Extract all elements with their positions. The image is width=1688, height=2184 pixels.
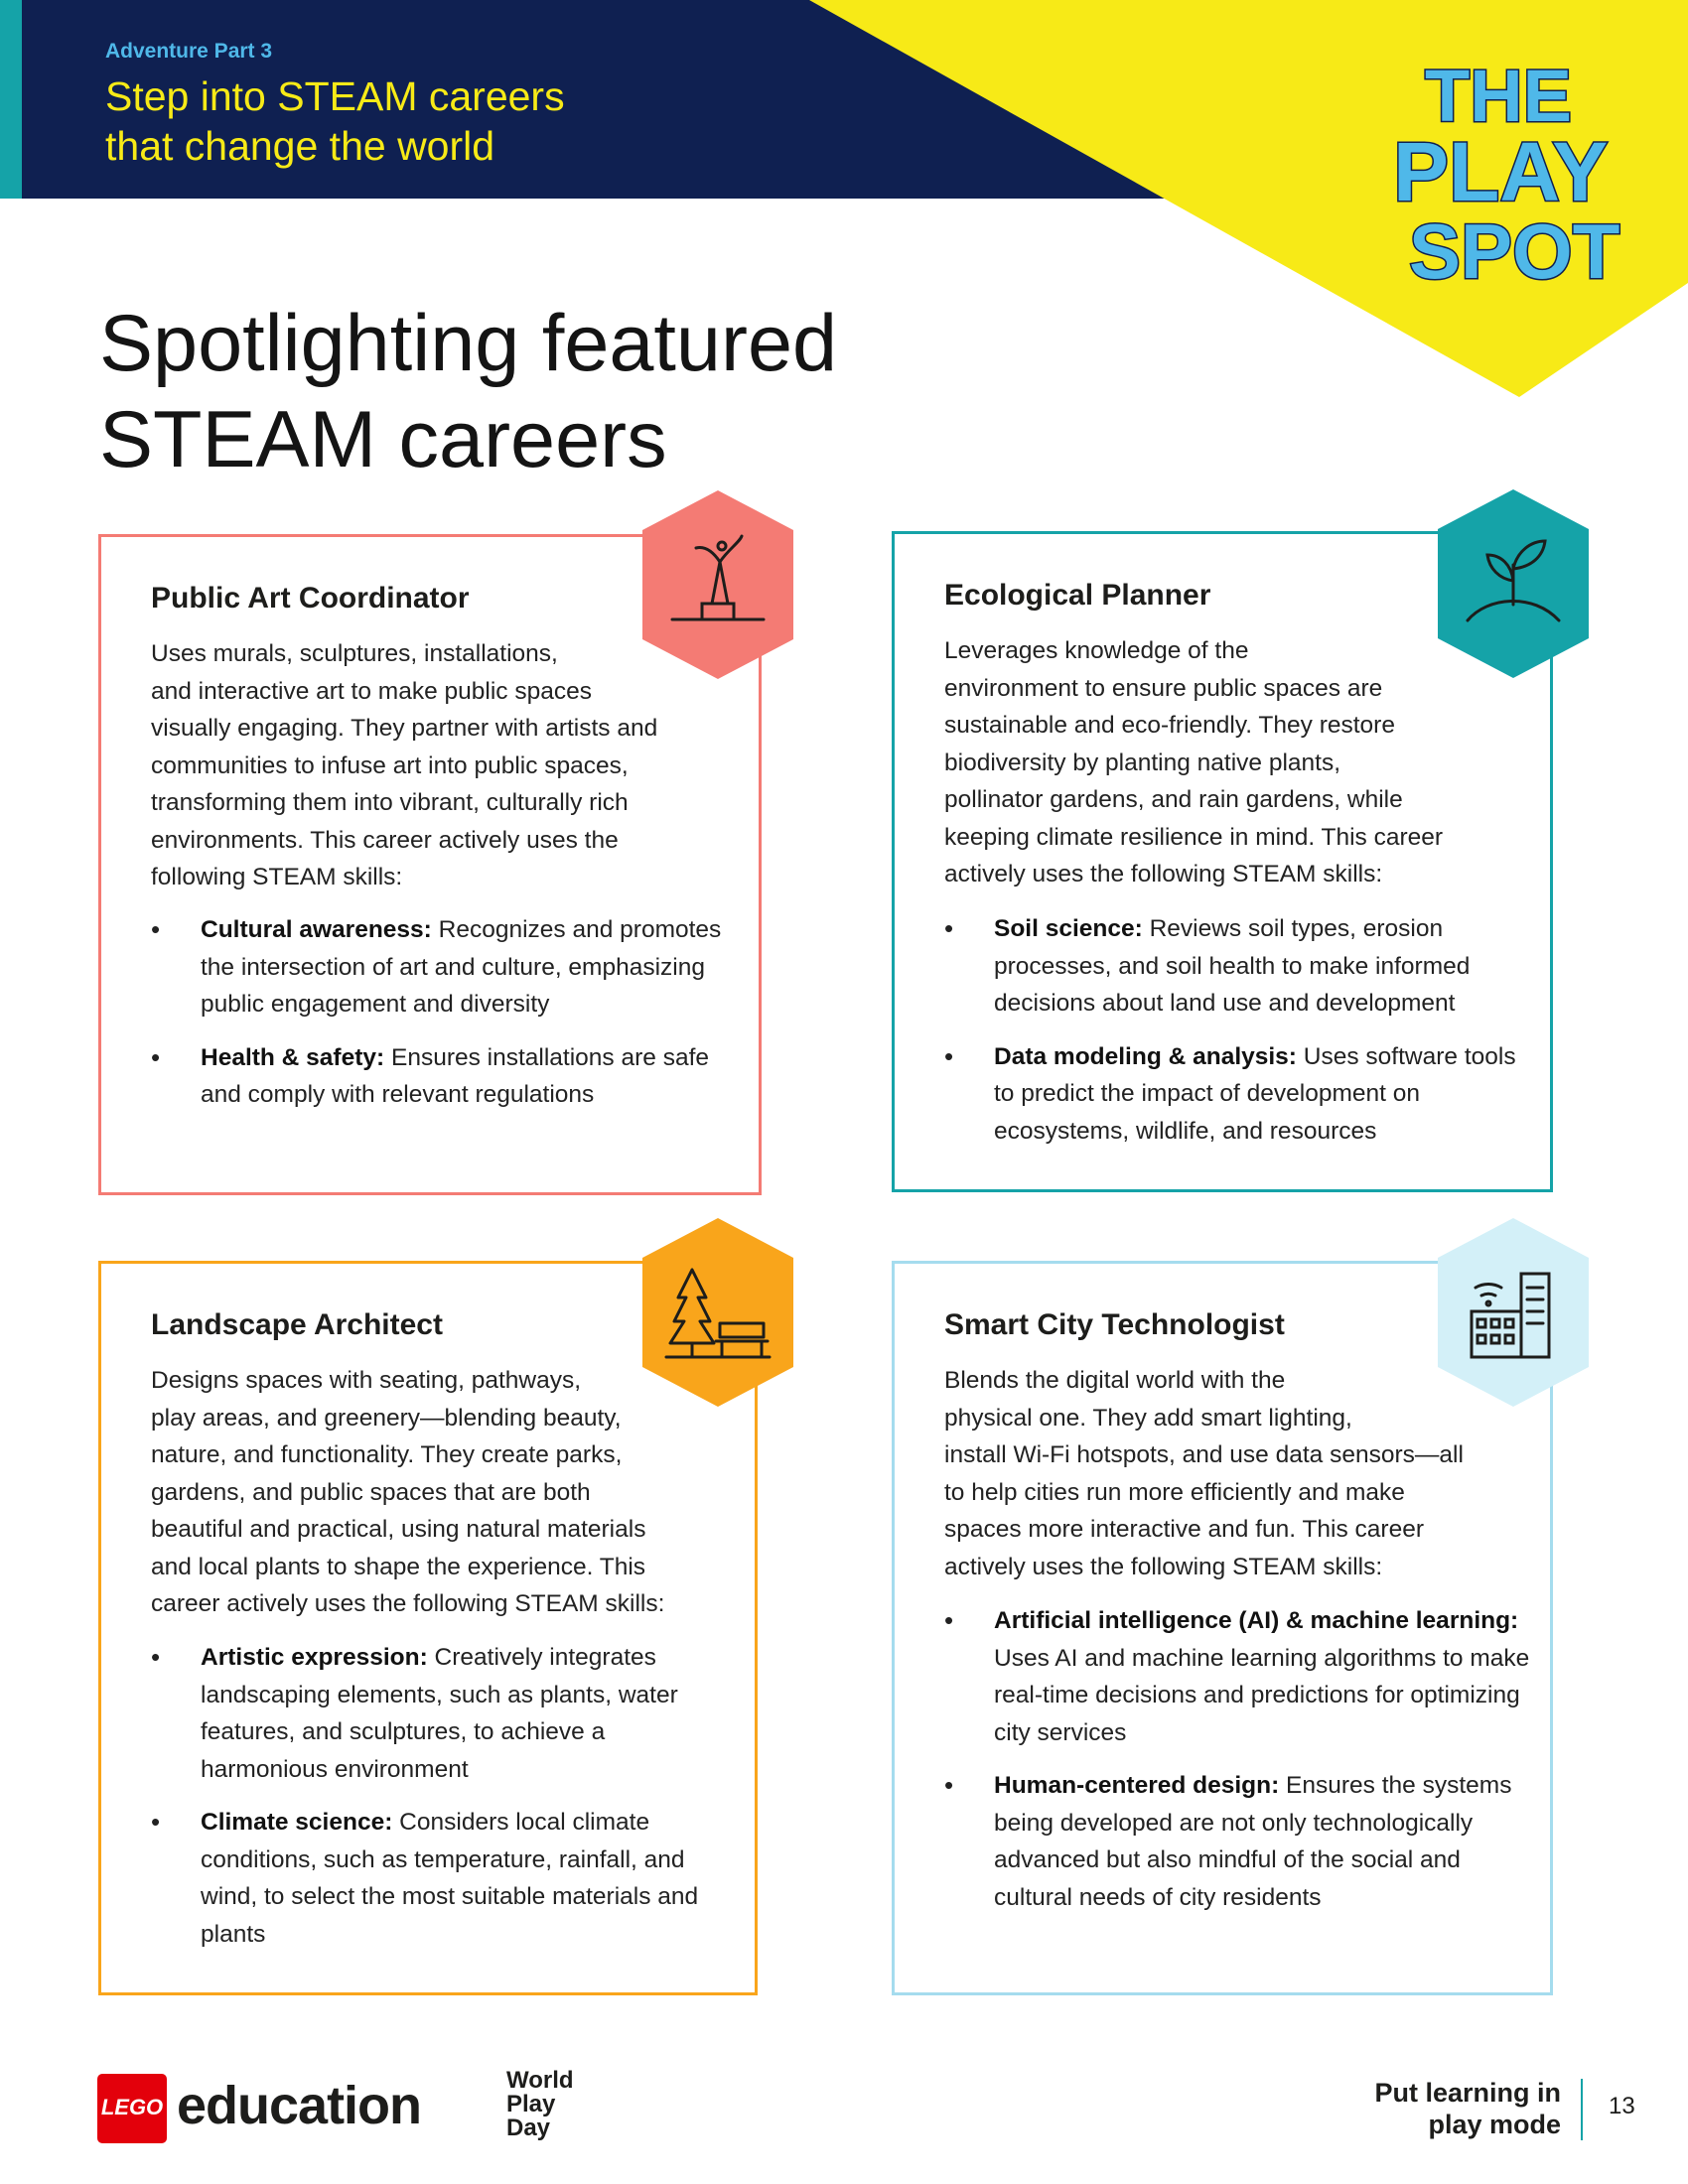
logo-the: THE [1425,55,1572,137]
skill-item: • Climate science: Considers local climate conditions, such as temperature, rainfall, and wind, to select the most suitable materials and plants [151,1804,727,1953]
sprout-icon [1438,489,1589,678]
skill-item: • Soil science: Reviews soil types, erosion processes, and soil health to make informed decisions about land use and development [944,910,1520,1023]
card-title: Smart City Technologist [944,1308,1285,1341]
footer-divider [1581,2079,1583,2140]
sculpture-icon [642,490,793,679]
skill-item: • Health & safety: Ensures installations are safe and comply with relevant regulations [151,1039,727,1114]
tree-bench-icon [642,1218,793,1407]
skill-item: • Human-centered design: Ensures the systems being developed are not only technologically advanced but also mindful of the social and cultural needs of city residents [944,1767,1530,1916]
header-title: Step into STEAM careers that change the world [105,73,565,169]
education-logo: education [177,2076,422,2135]
skill-item: • Artistic expression: Creatively integrates landscaping elements, such as plants, water features, and sculptures, to achieve a harmonious environment [151,1639,727,1788]
the-play-spot-logo [1385,50,1623,298]
skill-item: • Cultural awareness: Recognizes and promotes the intersection of art and culture, emphasizing public engagement and diversity [151,911,727,1024]
card-description: Blends the digital world with the physical one. They add smart lighting, install Wi-Fi hotspots, and use data sensors—all to help cities run more efficiently and make spaces more interactive and fun. This career actively uses the following STEAM skills: [944,1367,1464,1580]
logo-spot: SPOT [1409,207,1620,295]
page-number: 13 [1609,2093,1635,2119]
skills-list [944,1602,1530,1932]
adventure-kicker: Adventure Part 3 [105,40,273,63]
card-title: Public Art Coordinator [151,582,470,614]
skill-item: • Artificial intelligence (AI) & machine learning: Uses AI and machine learning algorithms to make real-time decisions and predictions for optimizing city services [944,1602,1530,1751]
card-description: Designs spaces with seating, pathways, play areas, and greenery—blending beauty, nature, and functionality. They create parks, gardens, and public spaces that are both beautiful and practical, using natural materials and local plants to shape the experience. This career actively uses the following STEAM skills: [151,1367,665,1617]
card-title: Landscape Architect [151,1308,443,1341]
card-description: Uses murals, sculptures, installations, and interactive art to make public spaces visually engaging. They partner with artists and communities to infuse art into public spaces, transforming them into vibrant, culturally rich environments. This career actively uses the following STEAM skills: [151,640,658,890]
skills-list [151,911,727,1130]
skills-list [151,1639,727,1969]
card-title: Ecological Planner [944,579,1211,612]
page-title: Spotlighting featured STEAM careers [99,299,838,484]
card-description: Leverages knowledge of the environment to ensure public spaces are sustainable and eco-friendly. They restore biodiversity by planting native plants, pollinator gardens, and rain gardens, while keeping climate resilience in mind. This career actively uses the following STEAM skills: [944,637,1444,887]
skills-list [944,910,1520,1165]
footer-tagline: Put learning in play mode [1374,2078,1561,2139]
lego-logo-text: LEGO [100,2095,164,2119]
smart-building-icon [1438,1218,1589,1407]
world-play-day-logo: World Play Day [506,2067,574,2141]
skill-item: • Data modeling & analysis: Uses software tools to predict the impact of development on ecosystems, wildlife, and resources [944,1038,1520,1151]
logo-play: PLAY [1393,125,1609,218]
